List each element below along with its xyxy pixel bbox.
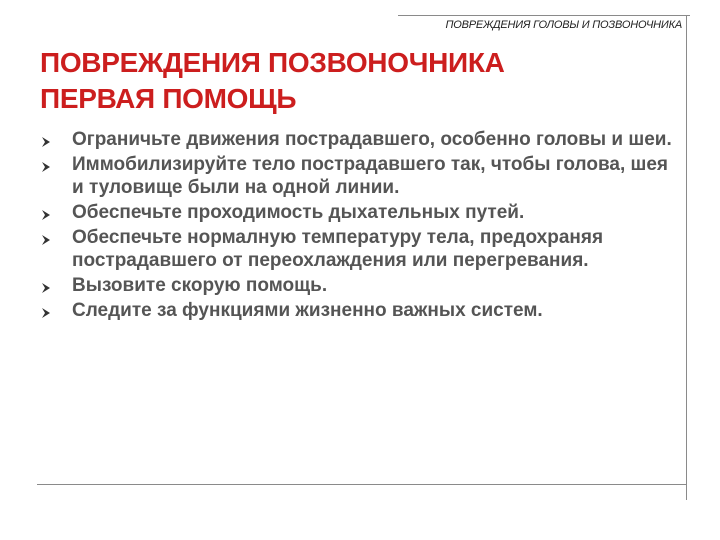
arrowhead-bullet-icon <box>42 235 50 245</box>
right-rule-line <box>686 15 687 500</box>
list-item-text: Иммобилизируйте тело пострадавшего так, чтобы голова, шея и туловище были на одной линии. <box>72 154 669 198</box>
arrowhead-bullet-icon <box>42 283 50 293</box>
list-item <box>40 153 680 199</box>
arrowhead-bullet-icon <box>42 137 50 147</box>
list-item <box>40 299 680 322</box>
slide-title-line-2: ПЕРВАЯ ПОМОЩЬ <box>40 83 297 114</box>
list-item-text: Следите за функциями жизненно важных систем. <box>72 300 543 321</box>
bottom-rule-line <box>37 484 687 485</box>
section-header: ПОВРЕЖДЕНИЯ ГОЛОВЫ И ПОЗВОНОЧНИКА <box>445 19 682 31</box>
list-item-text: Вызовите скорую помощь. <box>72 275 328 296</box>
list-item <box>40 226 680 272</box>
list-item <box>40 201 680 224</box>
list-item-text: Ограничьте движения пострадавшего, особенно головы и шеи. <box>72 129 672 150</box>
slide-title-line-1: ПОВРЕЖДЕНИЯ ПОЗВОНОЧНИКА <box>40 47 505 78</box>
arrowhead-bullet-icon <box>42 308 50 318</box>
list-item-text: Обеспечьте проходимость дыхательных путей. <box>72 202 525 223</box>
list-item-text: Обеспечьте нормалную температуру тела, предохраняя пострадавшего от переохлаждения или перегревания. <box>72 227 604 271</box>
list-item <box>40 274 680 297</box>
slide-title <box>40 45 680 117</box>
arrowhead-bullet-icon <box>42 210 50 220</box>
list-item <box>40 128 680 151</box>
first-aid-steps-list <box>40 128 680 324</box>
arrowhead-bullet-icon <box>42 162 50 172</box>
top-rule-line <box>398 15 690 16</box>
